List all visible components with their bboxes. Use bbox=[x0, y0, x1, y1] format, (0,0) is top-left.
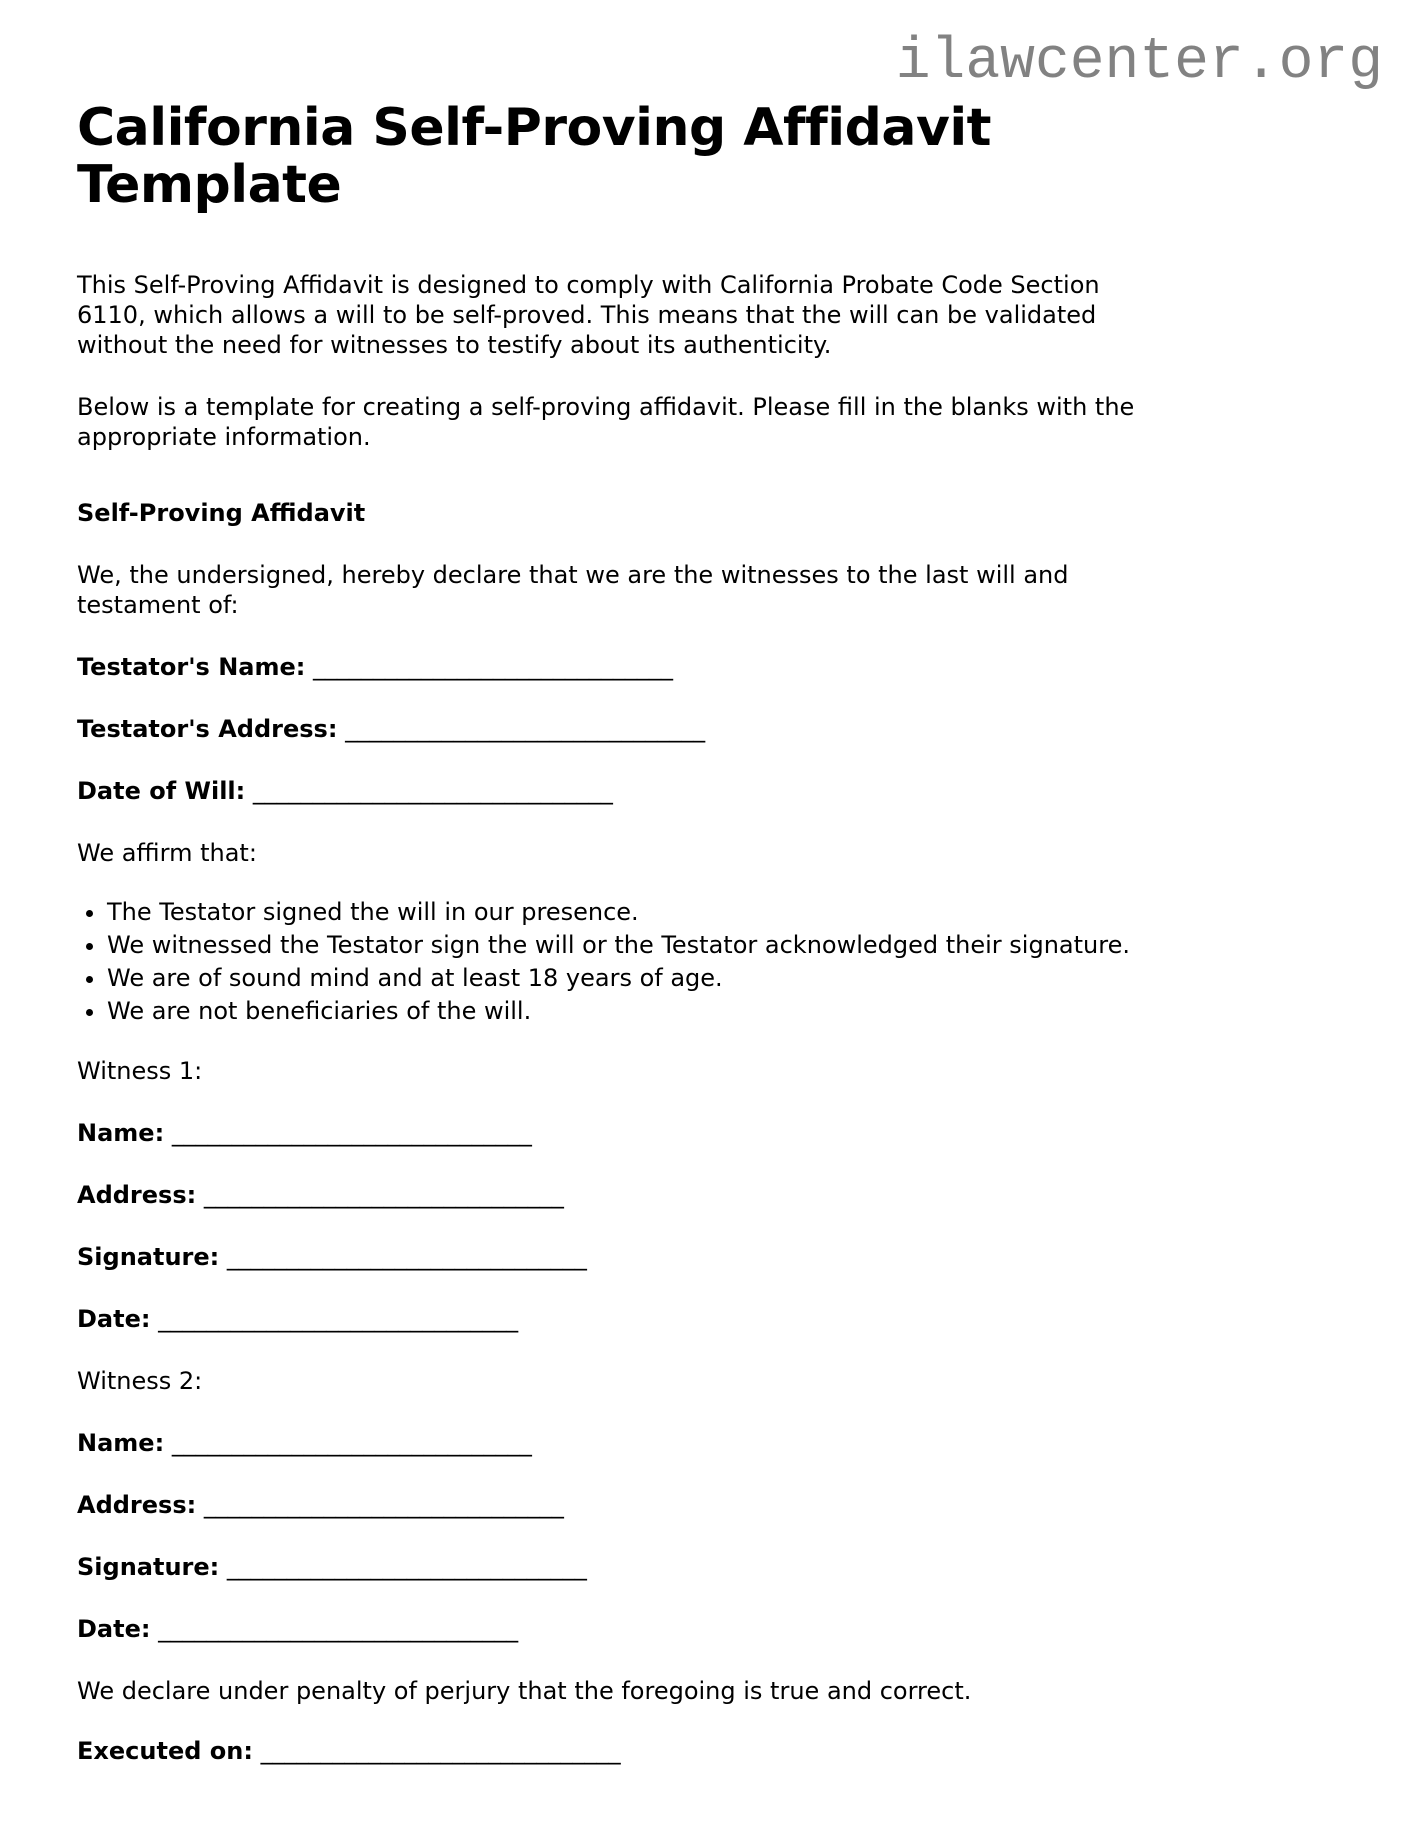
site-logo: ilawcenter.org bbox=[895, 30, 1383, 95]
blank-line-witness-1-name: ______________________________ bbox=[171, 1119, 532, 1147]
intro-paragraph-1 bbox=[77, 270, 1334, 360]
intro-paragraph-1-line: without the need for witnesses to testify about its authenticity. bbox=[77, 331, 832, 359]
field-label-witness-1-signature: Signature: bbox=[77, 1243, 220, 1271]
field-row-witness-1-name bbox=[77, 1118, 1334, 1148]
field-label-witness-1-date: Date: bbox=[77, 1305, 151, 1333]
field-label-testator-address: Testator's Address: bbox=[77, 715, 338, 743]
field-row-witness-2-name bbox=[77, 1428, 1334, 1458]
field-row-witness-1-date bbox=[77, 1304, 1334, 1334]
affirmation-item: • We witnessed the Testator sign the will or the Testator acknowledged their signature. bbox=[107, 929, 1334, 962]
field-row-witness-2-date bbox=[77, 1614, 1334, 1644]
field-row-executed-on bbox=[77, 1736, 1334, 1766]
field-label-date-of-will: Date of Will: bbox=[77, 777, 246, 805]
declaration-line: testament of: bbox=[77, 591, 239, 619]
intro-paragraph-1-line: This Self-Proving Affidavit is designed to comply with California Probate Code Section bbox=[77, 271, 1100, 299]
blank-line-date-of-will: ______________________________ bbox=[252, 777, 613, 805]
intro-paragraph-1-line: 6110, which allows a will to be self-proved. This means that the will can be validated bbox=[77, 301, 1097, 329]
perjury-statement: We declare under penalty of perjury that the foregoing is true and correct. bbox=[77, 1677, 972, 1705]
blank-line-testator-name: ______________________________ bbox=[313, 653, 674, 681]
page-title-line-2: Template bbox=[77, 155, 342, 215]
blank-line-witness-2-address: ______________________________ bbox=[203, 1491, 564, 1519]
field-label-witness-2-date: Date: bbox=[77, 1615, 151, 1643]
blank-line-witness-1-date: ______________________________ bbox=[158, 1305, 519, 1333]
field-row-witness-1-signature bbox=[77, 1242, 1334, 1272]
intro-paragraph-2 bbox=[77, 392, 1334, 452]
blank-line-witness-2-signature: ______________________________ bbox=[226, 1553, 587, 1581]
blank-line-executed-on: ______________________________ bbox=[260, 1737, 621, 1765]
blank-line-testator-address: ______________________________ bbox=[345, 715, 706, 743]
section-heading: Self-Proving Affidavit bbox=[77, 499, 366, 527]
affirmation-item: • We are of sound mind and at least 18 years of age. bbox=[107, 962, 1334, 995]
field-label-witness-1-address: Address: bbox=[77, 1181, 197, 1209]
blank-line-witness-2-name: ______________________________ bbox=[171, 1429, 532, 1457]
field-row-witness-2-address bbox=[77, 1490, 1334, 1520]
field-row-date-of-will bbox=[77, 776, 1334, 806]
witness-1-heading: Witness 1: bbox=[77, 1057, 203, 1085]
page-title-line-1: California Self-Proving Affidavit bbox=[77, 98, 992, 158]
affirmation-item: • We are not beneficiaries of the will. bbox=[107, 995, 1334, 1028]
field-row-testator-address bbox=[77, 714, 1334, 744]
page-title bbox=[77, 100, 1334, 214]
field-label-witness-2-signature: Signature: bbox=[77, 1553, 220, 1581]
field-label-witness-2-address: Address: bbox=[77, 1491, 197, 1519]
field-label-testator-name: Testator's Name: bbox=[77, 653, 306, 681]
field-row-testator-name bbox=[77, 652, 1334, 682]
field-label-witness-1-name: Name: bbox=[77, 1119, 165, 1147]
field-row-witness-1-address bbox=[77, 1180, 1334, 1210]
intro-paragraph-2-line: appropriate information. bbox=[77, 423, 371, 451]
blank-line-witness-2-date: ______________________________ bbox=[158, 1615, 519, 1643]
blank-line-witness-1-signature: ______________________________ bbox=[226, 1243, 587, 1271]
witness-2-heading: Witness 2: bbox=[77, 1367, 203, 1395]
field-row-witness-2-signature bbox=[77, 1552, 1334, 1582]
affirmations-list bbox=[77, 896, 1334, 1028]
field-label-witness-2-name: Name: bbox=[77, 1429, 165, 1457]
affirm-heading: We affirm that: bbox=[77, 839, 257, 867]
blank-line-witness-1-address: ______________________________ bbox=[203, 1181, 564, 1209]
declaration-paragraph bbox=[77, 560, 1334, 620]
declaration-line: We, the undersigned, hereby declare that we are the witnesses to the last will and bbox=[77, 561, 1069, 589]
field-label-executed-on: Executed on: bbox=[77, 1737, 253, 1765]
intro-paragraph-2-line: Below is a template for creating a self-proving affidavit. Please fill in the blanks with the bbox=[77, 393, 1135, 421]
affirmation-item: • The Testator signed the will in our presence. bbox=[107, 896, 1334, 929]
